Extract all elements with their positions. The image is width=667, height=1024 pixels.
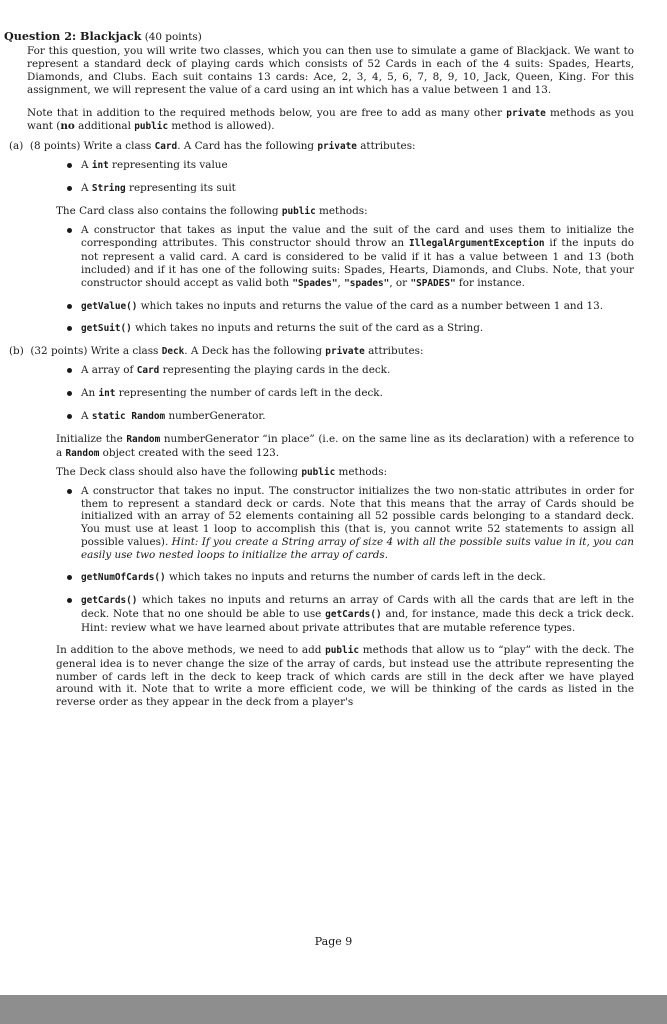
hint-text: Hint: If you create a String array of size 4 with all the possible suits value in it, you can easily use two nested loops to initialize the array of cards. <box>81 536 634 562</box>
list-item: getCards() which takes no inputs and returns an array of Cards with all the cards that are left in the deck. Note that no one should be able to use getCards() and, for instance, made this deck a trick deck. Hint: review what we have learned about private attributes that are mutable reference types. <box>81 594 634 634</box>
question-heading <box>4 30 634 44</box>
list-item: getNumOfCards() which takes no inputs and returns the number of cards left in the deck. <box>81 571 634 585</box>
intro-paragraph: For this question, you will write two classes, which you can then use to simulate a game of Blackjack. We want to represent a standard deck of playing cards which consists of 52 Cards in each of the 4 suits: Spades, Hearts, Diamonds, and Clubs. Each suit contains 13 cards: Ace, 2, 3, 4, 5, 6, 7, 8, 9, 10, Jack, Queen, King. For this assignment, we will represent the value of a card using an int which has a value between 1 and 13. <box>27 44 634 96</box>
list-item: getSuit() which takes no inputs and returns the suit of the card as a String. <box>81 322 634 336</box>
list-item: A int representing its value <box>81 159 634 173</box>
bottom-toolbar-strip <box>0 995 667 1024</box>
code-deck: Deck <box>161 346 185 358</box>
card-methods-intro: The Card class also contains the following public methods: <box>56 205 368 218</box>
list-item: A String representing its suit <box>81 182 634 196</box>
deck-attributes-list <box>4 364 634 424</box>
question-title: Question 2: Blackjack <box>4 29 142 43</box>
list-item: A constructor that takes as input the value and the suit of the card and uses them to initialize the corresponding attributes. This constructor should throw an IllegalArgumentException if the inputs do not represent a valid card. A card is considered to be valid if it has a value between 1 and 13 (both included) and if it has one of the following suits: Spades, Hearts, Diamonds, and Clubs. Note, that your constructor should accept as valid both "Spades", "spades", or "SPADES" for instance. <box>81 223 634 289</box>
note-paragraph: Note that in addition to the required methods below, you are free to add as many other private methods as you want (no additional public method is allowed). <box>27 106 634 133</box>
closing-paragraph: In addition to the above methods, we need to add public methods that allow us to “play” with the deck. The general idea is to never change the size of the array of cards, but instead use the attribute representing the number of cards left in the deck to keep track of which cards are still in the deck after we have played around with it. Note that to write a more efficient code, we will be thinking of the cards as listed in the reverse order as they appear in the deck from a player's <box>56 643 635 709</box>
question-points: (40 points) <box>144 31 202 43</box>
list-item: A static Random numberGenerator. <box>81 410 634 424</box>
list-item: A constructor that takes no input. The constructor initializes the two non-static attributes in order for them to represent a standard deck or cards. Note that this means that the array of Cards should be initialized with an array of 52 elements containing all 52 possible cards belonging to a standard deck. You must use at least 1 loop to accomplish this (that is, you cannot write 52 statements to assign all possible values). Hint: If you create a String array of size 4 with all the possible suits value in it, you can easily use two nested loops to initialize the array of cards. <box>81 484 634 562</box>
card-attributes-list <box>4 159 634 196</box>
part-a-heading: (a) (8 points) Write a class Card. A Card has the following private attributes: <box>9 140 416 153</box>
list-item: An int representing the number of cards left in the deck. <box>81 387 634 401</box>
code-card: Card <box>154 141 178 153</box>
code-private: private <box>325 346 365 358</box>
deck-methods-list <box>4 485 634 635</box>
code-private: private <box>506 107 546 119</box>
document-content <box>4 30 634 709</box>
part-b-heading: (b) (32 points) Write a class Deck. A Deck has the following private attributes: <box>9 345 424 358</box>
deck-methods-intro: The Deck class should also have the following public methods: <box>56 465 388 478</box>
list-item: getValue() which takes no inputs and returns the value of the card as a number between 1 and 13. <box>81 300 634 314</box>
code-public: public <box>134 121 169 133</box>
page-number: Page 9 <box>314 935 353 948</box>
list-item: A array of Card representing the playing cards in the deck. <box>81 364 634 378</box>
random-init-paragraph: Initialize the Random numberGenerator “in place” (i.e. on the same line as its declaration) with a reference to a Random object created with the seed 123. <box>56 432 634 459</box>
card-methods-list <box>4 224 634 336</box>
code-private: private <box>317 141 357 153</box>
